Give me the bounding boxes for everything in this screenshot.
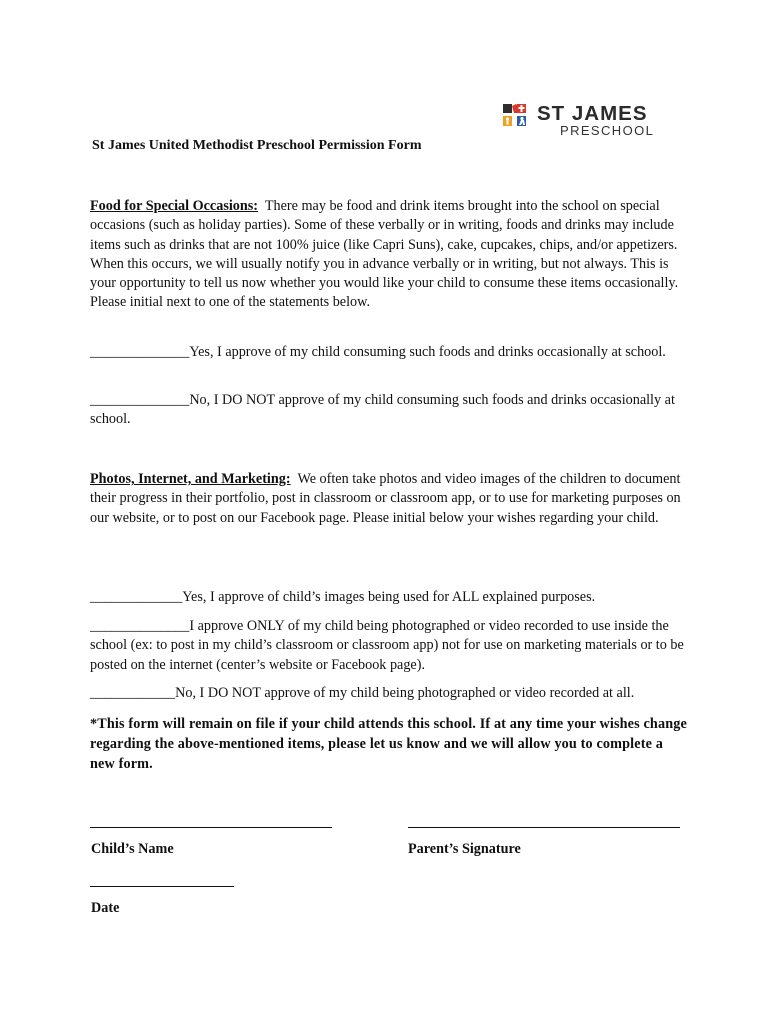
date-label: Date [91, 900, 120, 916]
food-no-option: ______________No, I DO NOT approve of my child consuming such foods and drinks occasionally at school. [90, 392, 675, 428]
logo-subtitle: PRESCHOOL [560, 123, 655, 138]
form-title: St James United Methodist Preschool Permission Form [92, 138, 422, 153]
photos-section-heading: Photos, Internet, and Marketing: [90, 471, 291, 487]
form-note: *This form will remain on file if your child attends this school. If at any time your wishes change regarding the above-mentioned items, please let us know and we will allow you to complete a new form. [90, 716, 687, 772]
child-name-line[interactable] [90, 827, 332, 828]
food-section-paragraph [90, 197, 690, 313]
logo-name: ST JAMES [537, 102, 648, 125]
photos-section-paragraph [90, 470, 690, 528]
parent-signature-label: Parent’s Signature [408, 841, 521, 857]
food-yes-option: ______________Yes, I approve of my child consuming such foods and drinks occasionally at school. [90, 344, 666, 360]
photos-only-option: ______________I approve ONLY of my child being photographed or video recorded to use inside the school (ex: to post in my child’s classroom or classroom app) not for use on marketing materials or to be posted on the internet (center’s website or Facebook page). [90, 618, 684, 673]
photos-all-option: _____________Yes, I approve of child’s images being used for ALL explained purposes. [90, 589, 596, 605]
photos-section-body: We often take photos and video images of the children to document their progress in their portfolio, post in classroom or classroom app, or to use for marketing purposes on our website, or to post on our Facebook page. Please initial below your wishes regarding your child. [90, 471, 681, 526]
photos-no-option: ____________No, I DO NOT approve of my child being photographed or video recorded at all. [90, 685, 635, 701]
date-line[interactable] [90, 886, 234, 887]
food-section-heading: Food for Special Occasions: [90, 198, 259, 214]
food-section-body: There may be food and drink items brought into the school on special occasions (such as holiday parties). Some of these verbally or in writing, foods and drinks may include items such as drinks that are not 100% juice (like Capri Suns), cake, cupcakes, chips, and/or appetizers. When this occurs, we will usually notify you in advance verbally or in writing, but not always. This is your opportunity to tell us now whether you would like your child to consume these items occasionally. Please initial next to one of the statements below. [90, 198, 679, 311]
parent-signature-line[interactable] [408, 827, 680, 828]
child-name-label: Child’s Name [91, 841, 174, 857]
logo-mark-icon [503, 103, 533, 139]
school-logo [503, 103, 678, 143]
